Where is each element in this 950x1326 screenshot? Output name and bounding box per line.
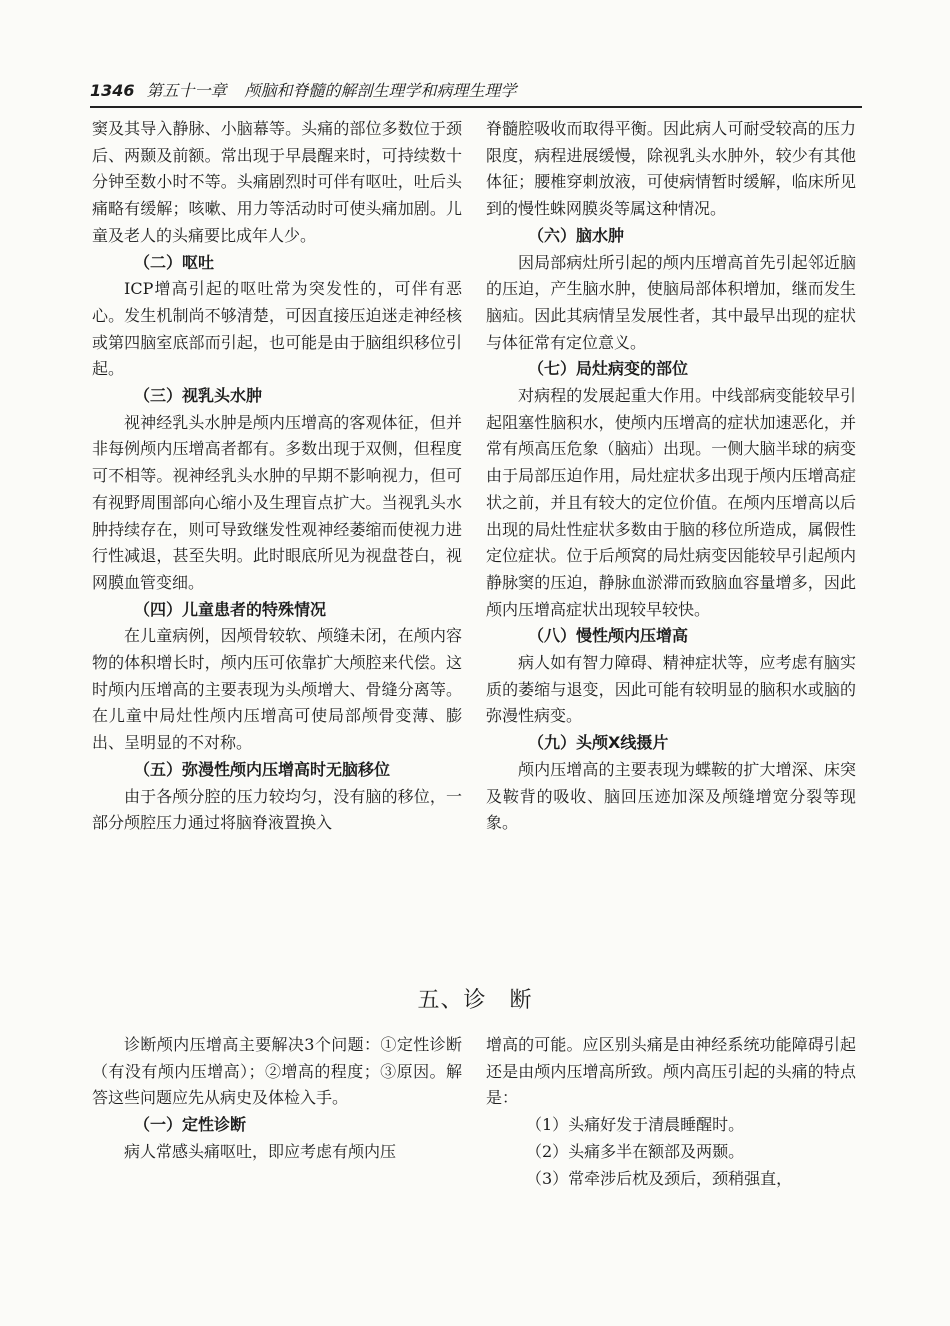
section-title-text: 五、诊 断 [417,988,533,1013]
paragraph: 在儿童病例，因颅骨较软、颅缝未闭，在颅内容物的体积增长时，颅内压可依靠扩大颅腔来代偿。这时颅内压增高的主要表现为头颅增大、骨缝分离等。在儿童中局灶性颅内压增高可使局部颅骨变薄、膨出、呈明显的不对称。 [92,626,462,753]
subsection-heading: （六）脑水肿 [528,225,625,245]
bottom-left-column [92,1032,462,1166]
subsection-heading: （二）呕吐 [134,252,215,272]
subsection-heading: （五）弥漫性颅内压增高时无脑移位 [134,759,391,779]
bottom-right-column [486,1032,856,1192]
subsection-heading: （八）慢性颅内压增高 [528,626,689,646]
paragraph: 病人如有智力障碍、精神症状等，应考虑有脑实质的萎缩与退变，因此可能有较明显的脑积水或脑的弥漫性病变。 [486,653,856,726]
chapter-number: 第五十一章 [146,81,227,100]
list-item: （3）常牵涉后枕及颈后，颈稍强直， [526,1168,793,1188]
paragraph: 诊断颅内压增高主要解决3个问题：①定性诊断（有没有颅内压增高）；②增高的程度；③原因。解答这些问题应先从病史及体检入手。 [92,1035,462,1108]
subsection-heading: （四）儿童患者的特殊情况 [134,599,327,619]
paragraph: 增高的可能。应区别头痛是由神经系统功能障碍引起还是由颅内压增高所致。颅内高压引起的头痛的特点是： [486,1035,856,1108]
right-column [486,116,856,837]
list-item: （2）头痛多半在额部及两颞。 [526,1141,745,1161]
page-header [90,80,862,108]
paragraph: 病人常感头痛呕吐，即应考虑有颅内压 [124,1141,397,1161]
chapter-title: 颅脑和脊髓的解剖生理学和病理生理学 [244,81,517,100]
paragraph: 颅内压增高的主要表现为蝶鞍的扩大增深、床突及鞍背的吸收、脑回压迹加深及颅缝增宽分裂等现象。 [486,759,856,833]
section-title [0,986,950,1016]
paragraph: 脊髓腔吸收而取得平衡。因此病人可耐受较高的压力限度，病程进展缓慢，除视乳头水肿外，较少有其他体征；腰椎穿刺放液，可使病情暂时缓解，临床所见到的慢性蛛网膜炎等属这种情况。 [486,119,856,219]
paragraph: 由于各颅分腔的压力较均匀，没有脑的移位，一部分颅腔压力通过将脑脊液置换入 [92,786,462,833]
paragraph: 窦及其导入静脉、小脑幕等。头痛的部位多数位于颈后、两颞及前额。常出现于早晨醒来时，可持续数十分钟至数小时不等。头痛剧烈时可伴有呕吐，吐后头痛略有缓解；咳嗽、用力等活动时可使头痛加剧。儿童及老人的头痛要比成年人少。 [92,119,462,245]
subsection-heading: （七）局灶病变的部位 [528,359,689,379]
subsection-heading: （九）头颅X线摄片 [528,733,669,753]
paragraph: 因局部病灶所引起的颅内压增高首先引起邻近脑的压迫，产生脑水肿，使脑局部体积增加，继而发生脑疝。因此其病情呈发展性者，其中最早出现的症状与体征常有定位意义。 [486,252,856,352]
paragraph: 对病程的发展起重大作用。中线部病变能较早引起阻塞性脑积水，使颅内压增高的症状加速恶化，并常有颅高压危象（脑疝）出现。一侧大脑半球的病变由于局部压迫作用，局灶症状多出现于颅内压增高症状之前，并且有较大的定位价值。在颅内压增高以后出现的局灶性症状多数由于脑的移位所造成，属假性定位症状。位于后颅窝的局灶病变因能较早引起颅内静脉窦的压迫，静脉血淤滞而致脑血容量增多，因此颅内压增高症状出现较早较快。 [486,386,856,619]
paragraph: 视神经乳头水肿是颅内压增高的客观体征，但并非每例颅内压增高者都有。多数出现于双侧，但程度可不相等。视神经乳头水肿的早期不影响视力，但可有视野周围部向心缩小及生理盲点扩大。当视乳头水肿持续存在，则可导致继发性观神经萎缩而使视力进行性减退，甚至失明。此时眼底所见为视盘苍白，视网膜血管变细。 [92,412,462,592]
subsection-heading: （三）视乳头水肿 [134,386,263,406]
list-item: （1）头痛好发于清晨睡醒时。 [526,1115,745,1135]
left-column [92,116,462,837]
paragraph: ICP增高引起的呕吐常为突发性的，可伴有恶心。发生机制尚不够清楚，可因直接压迫迷走神经核或第四脑室底部而引起，也可能是由于脑组织移位引起。 [92,279,462,379]
subsection-heading: （一）定性诊断 [134,1115,247,1135]
page-number: 1346 [90,81,135,100]
